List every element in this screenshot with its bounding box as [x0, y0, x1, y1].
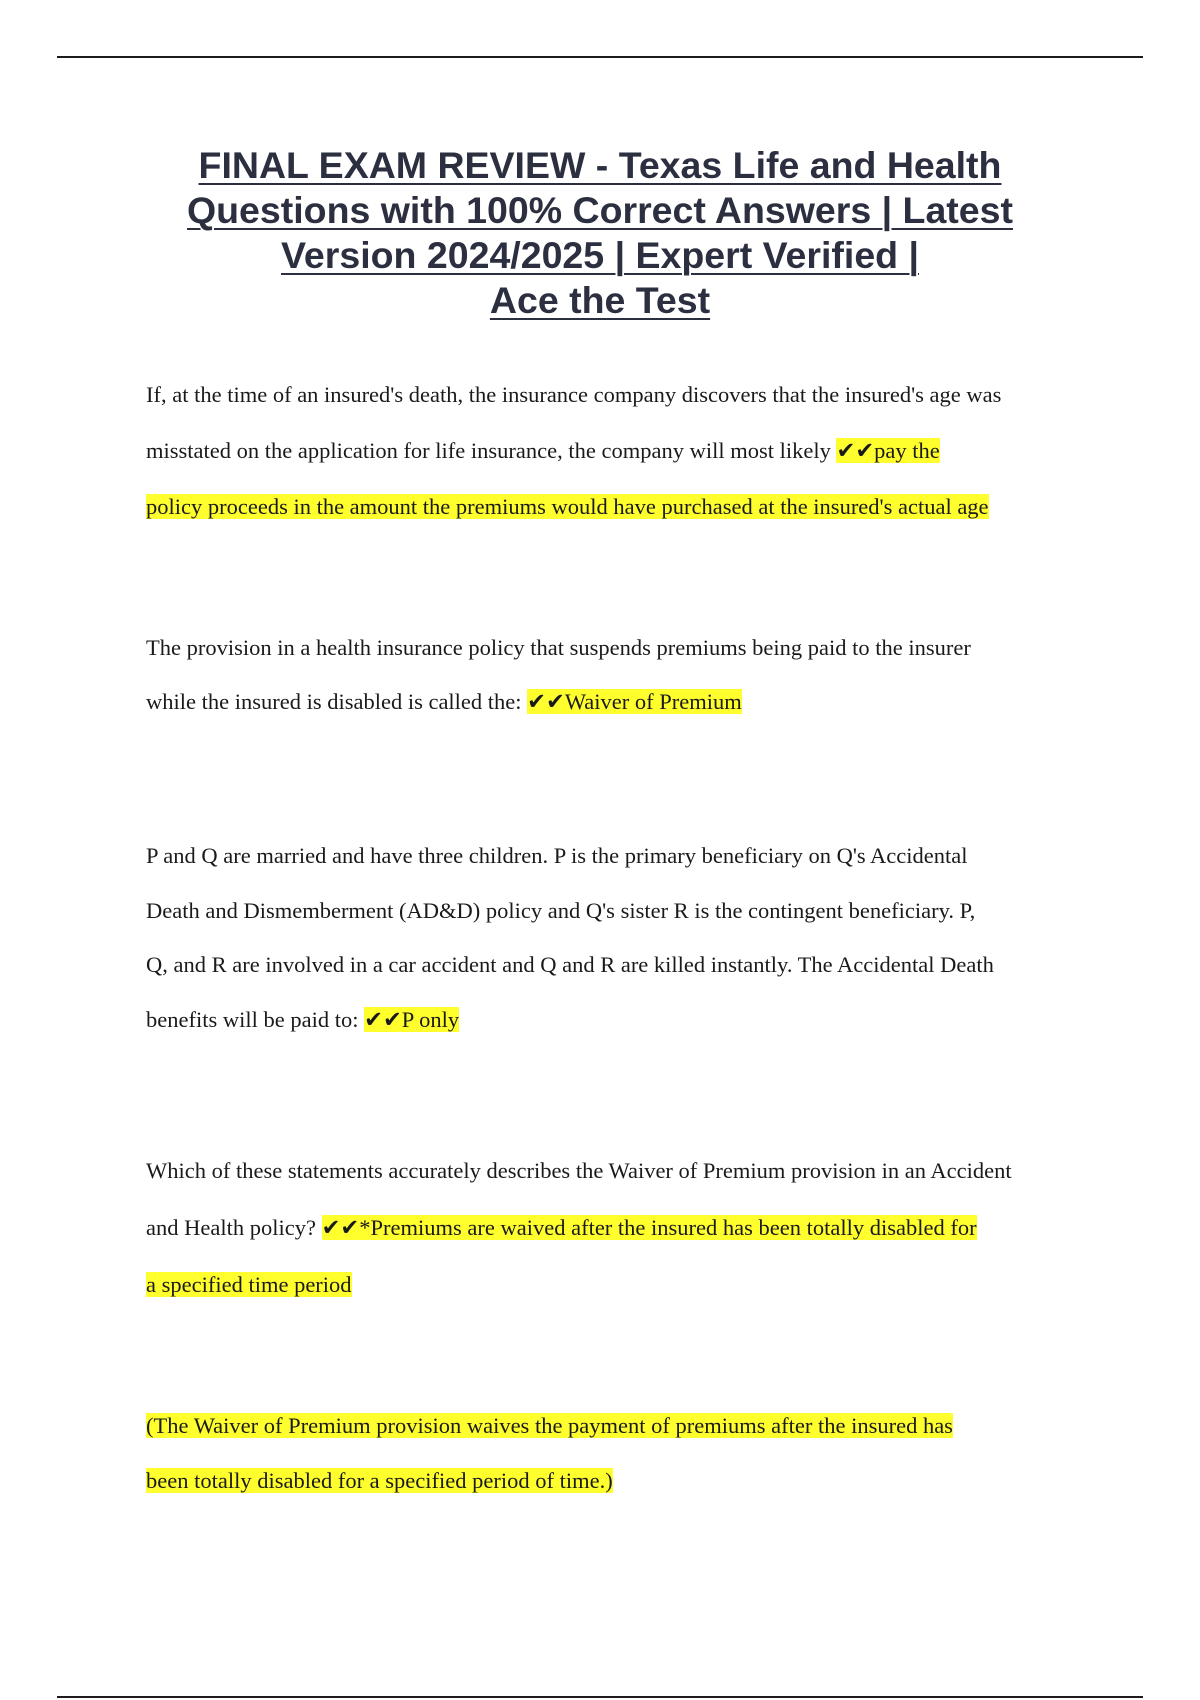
qa-item-1 [146, 367, 1076, 535]
question-line: P and Q are married and have three children. P is the primary beneficiary on Q's Accidental [146, 843, 968, 868]
question-text: and Health policy? [146, 1215, 322, 1240]
question-text: benefits will be paid to: [146, 1006, 365, 1032]
answer-highlight: policy proceeds in the amount the premiums would have purchased at the insured's actual age [146, 494, 989, 519]
answer-line [146, 1256, 1076, 1313]
question-answer-line [146, 423, 1076, 479]
qa-item-4 [146, 1142, 1076, 1313]
title-line: Version 2024/2025 | Expert Verified | [280, 234, 919, 276]
top-rule [57, 56, 1143, 58]
answer-highlight: a specified time period [146, 1272, 352, 1297]
document-title [100, 143, 1100, 323]
question-answer-line [146, 993, 1076, 1048]
question-answer-line [146, 1199, 1076, 1256]
question-text: while the insured is disabled is called the: [146, 689, 528, 714]
question-line: Q, and R are involved in a car accident and Q and R are killed instantly. The Accidental Death [146, 952, 994, 977]
question-line: Which of these statements accurately describes the Waiver of Premium provision in an Accident [146, 1158, 1012, 1183]
question-line: Death and Dismemberment (AD&D) policy and Q's sister R is the contingent beneficiary. P, [146, 897, 976, 923]
title-line: Questions with 100% Correct Answers | Latest [186, 189, 1013, 231]
note-line [146, 1453, 1076, 1508]
question-text: misstated on the application for life insurance, the company will most likely [146, 438, 837, 463]
note-highlight: been totally disabled for a specified period of time.) [146, 1468, 613, 1493]
answer-line [146, 479, 1076, 535]
qa-item-2 [146, 621, 1076, 729]
qa-item-3 [146, 829, 1076, 1047]
question-line: The provision in a health insurance policy that suspends premiums being paid to the insurer [146, 635, 971, 660]
answer-highlight: ✔✔pay the [836, 438, 940, 463]
note-highlight: (The Waiver of Premium provision waives the payment of premiums after the insured has [146, 1413, 953, 1438]
title-line: Ace the Test [489, 279, 711, 321]
answer-highlight: ✔✔P only [364, 1006, 460, 1032]
question-line: If, at the time of an insured's death, the insurance company discovers that the insured's age was [146, 382, 1002, 407]
question-answer-line [146, 675, 1076, 729]
note-line [146, 1398, 1076, 1453]
answer-highlight: ✔✔Waiver of Premium [527, 689, 742, 714]
title-line: FINAL EXAM REVIEW - Texas Life and Health [198, 144, 1002, 186]
answer-highlight: ✔✔*Premiums are waived after the insured has been totally disabled for [321, 1215, 977, 1240]
explanation-note [146, 1398, 1076, 1508]
bottom-rule [57, 1696, 1143, 1698]
